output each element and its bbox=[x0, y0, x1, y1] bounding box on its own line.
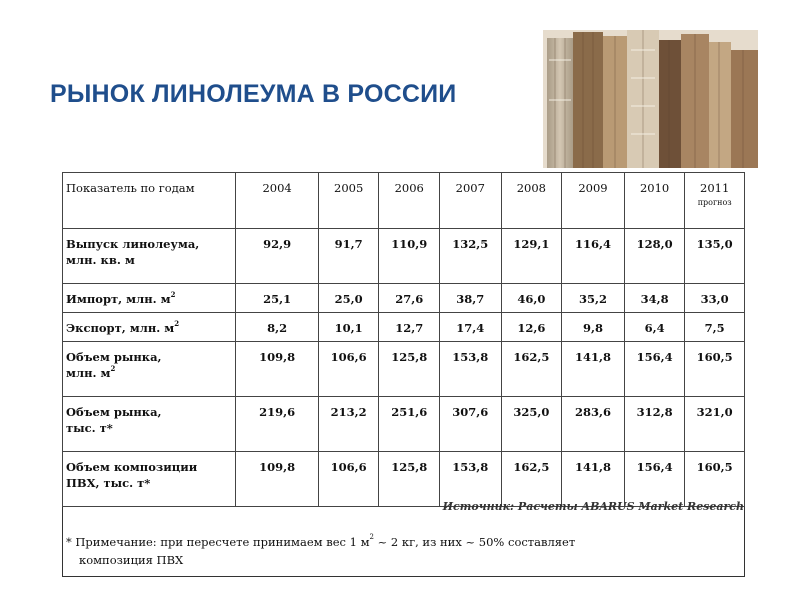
table-row bbox=[63, 342, 745, 397]
value-cell: 34,8 bbox=[624, 284, 685, 313]
forecast-note: прогноз bbox=[697, 197, 732, 207]
row-label bbox=[63, 229, 236, 284]
value-cell: 251,6 bbox=[379, 397, 440, 452]
row-label bbox=[63, 313, 236, 342]
table-row bbox=[63, 229, 745, 284]
value-cell: 35,2 bbox=[562, 284, 625, 313]
year-label: 2011 bbox=[700, 181, 730, 195]
row-label-line1: Объем рынка, bbox=[66, 405, 162, 419]
value-cell: 25,0 bbox=[318, 284, 379, 313]
value-cell: 153,8 bbox=[439, 342, 501, 397]
value-cell: 325,0 bbox=[501, 397, 562, 452]
value-cell: 213,2 bbox=[318, 397, 379, 452]
year-cell-forecast bbox=[685, 173, 745, 229]
row-label-line2: млн. м bbox=[66, 365, 111, 380]
value-cell: 283,6 bbox=[562, 397, 625, 452]
unit-sup: 2 bbox=[170, 290, 176, 299]
value-cell: 109,8 bbox=[236, 342, 319, 397]
value-cell: 8,2 bbox=[236, 313, 319, 342]
value-cell: 106,6 bbox=[318, 452, 379, 507]
row-label-line1: Выпуск линолеума, bbox=[66, 237, 200, 251]
row-label bbox=[63, 342, 236, 397]
footnote-sup: 2 bbox=[369, 533, 374, 541]
value-cell: 141,8 bbox=[562, 342, 625, 397]
value-cell: 27,6 bbox=[379, 284, 440, 313]
value-cell: 33,0 bbox=[685, 284, 745, 313]
year-cell: 2008 bbox=[501, 173, 562, 229]
value-cell: 307,6 bbox=[439, 397, 501, 452]
table-row bbox=[63, 452, 745, 507]
value-cell: 162,5 bbox=[501, 452, 562, 507]
value-cell: 160,5 bbox=[685, 342, 745, 397]
table-row bbox=[63, 397, 745, 452]
row-label-line1: Объем рынка, bbox=[66, 350, 162, 364]
row-label-line1: Импорт, млн. м bbox=[66, 292, 171, 306]
value-cell: 135,0 bbox=[685, 229, 745, 284]
value-cell: 125,8 bbox=[379, 342, 440, 397]
row-label-line2: тыс. т* bbox=[66, 420, 113, 435]
footnote bbox=[66, 534, 726, 570]
table-header-row bbox=[63, 173, 745, 229]
page-title: РЫНОК ЛИНОЛЕУМА В РОССИИ bbox=[50, 80, 457, 108]
value-cell: 110,9 bbox=[379, 229, 440, 284]
footnote-text-a: * Примечание: при пересчете принимаем вес 1 м bbox=[66, 535, 370, 549]
unit-sup: 2 bbox=[110, 363, 116, 373]
table-row bbox=[63, 284, 745, 313]
value-cell: 116,4 bbox=[562, 229, 625, 284]
linoleum-market-table bbox=[62, 172, 745, 507]
value-cell: 12,7 bbox=[379, 313, 440, 342]
value-cell: 219,6 bbox=[236, 397, 319, 452]
value-cell: 9,8 bbox=[562, 313, 625, 342]
value-cell: 91,7 bbox=[318, 229, 379, 284]
value-cell: 17,4 bbox=[439, 313, 501, 342]
value-cell: 129,1 bbox=[501, 229, 562, 284]
linoleum-rolls-photo bbox=[543, 30, 758, 168]
value-cell: 10,1 bbox=[318, 313, 379, 342]
value-cell: 92,9 bbox=[236, 229, 319, 284]
year-cell: 2005 bbox=[318, 173, 379, 229]
row-label bbox=[63, 284, 236, 313]
year-cell: 2007 bbox=[439, 173, 501, 229]
value-cell: 7,5 bbox=[685, 313, 745, 342]
source-note: Источник: Расчеты ABARUS Market Research bbox=[442, 500, 744, 513]
unit-sup: 2 bbox=[174, 319, 180, 328]
value-cell: 12,6 bbox=[501, 313, 562, 342]
row-label-line2: млн. кв. м bbox=[66, 252, 135, 267]
value-cell: 321,0 bbox=[685, 397, 745, 452]
value-cell: 153,8 bbox=[439, 452, 501, 507]
footnote-line-2: композиция ПВХ bbox=[79, 552, 184, 567]
year-cell: 2010 bbox=[624, 173, 685, 229]
row-label bbox=[63, 397, 236, 452]
value-cell: 132,5 bbox=[439, 229, 501, 284]
value-cell: 38,7 bbox=[439, 284, 501, 313]
value-cell: 46,0 bbox=[501, 284, 562, 313]
value-cell: 156,4 bbox=[624, 452, 685, 507]
value-cell: 109,8 bbox=[236, 452, 319, 507]
row-label-line1: Экспорт, млн. м bbox=[66, 321, 175, 335]
row-label-line2: ПВХ, тыс. т* bbox=[66, 475, 151, 490]
row-label bbox=[63, 452, 236, 507]
year-cell: 2009 bbox=[562, 173, 625, 229]
table-row bbox=[63, 313, 745, 342]
footnote-text-b: ~ 2 кг, из них ~ 50% составляет bbox=[373, 535, 576, 549]
value-cell: 162,5 bbox=[501, 342, 562, 397]
row-label-line1: Объем композиции bbox=[66, 460, 198, 474]
value-cell: 160,5 bbox=[685, 452, 745, 507]
value-cell: 156,4 bbox=[624, 342, 685, 397]
value-cell: 6,4 bbox=[624, 313, 685, 342]
value-cell: 128,0 bbox=[624, 229, 685, 284]
value-cell: 25,1 bbox=[236, 284, 319, 313]
value-cell: 312,8 bbox=[624, 397, 685, 452]
value-cell: 141,8 bbox=[562, 452, 625, 507]
value-cell: 106,6 bbox=[318, 342, 379, 397]
header-label: Показатель по годам bbox=[63, 173, 236, 229]
year-cell: 2006 bbox=[379, 173, 440, 229]
value-cell: 125,8 bbox=[379, 452, 440, 507]
year-cell: 2004 bbox=[236, 173, 319, 229]
footnote-line-1 bbox=[66, 534, 726, 552]
